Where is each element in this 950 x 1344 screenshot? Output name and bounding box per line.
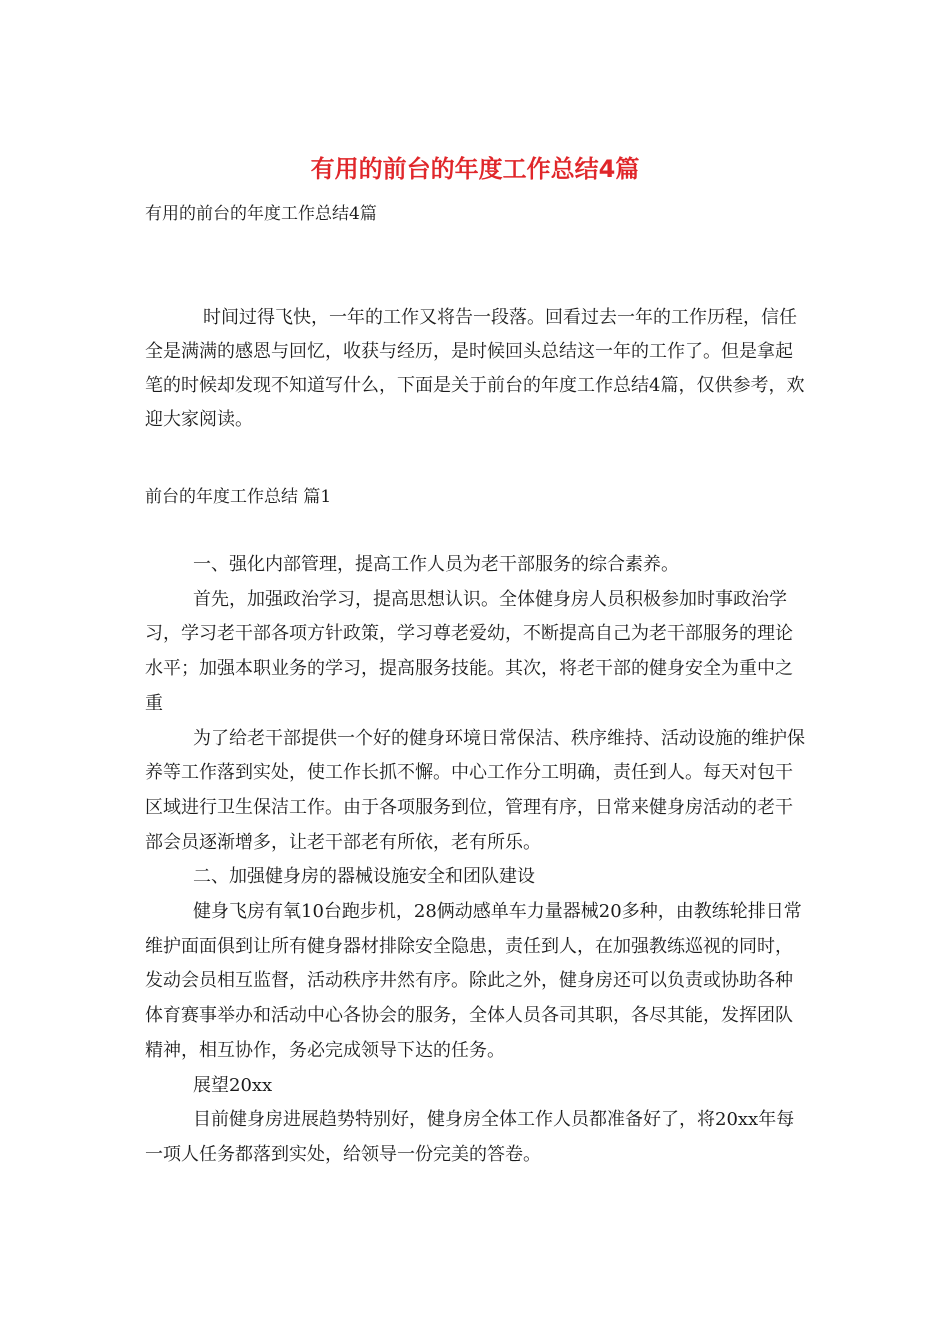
document-subtitle: 有用的前台的年度工作总结4篇 <box>145 204 377 224</box>
document-title: 有用的前台的年度工作总结4篇 <box>310 155 640 183</box>
paragraph: 首先，加强政治学习，提高思想认识。全体健身房人员积极参加时事政治学习，学习老干部各项方针政策，学习尊老爱幼，不断提高自己为老干部服务的理论水平；加强本职业务的学习，提高服务技能。其次，将老干部的健身安全为重中之重 <box>145 588 793 714</box>
paragraph: 目前健身房进展趋势特别好，健身房全体工作人员都准备好了，将20xx年每一项人任务都落到实处，给领导一份完美的答卷。 <box>145 1109 795 1165</box>
paragraph: 为了给老干部提供一个好的健身环境日常保洁、秩序维持、活动设施的维护保养等工作落到实处，使工作长抓不懈。中心工作分工明确，责任到人。每天对包干区域进行卫生保洁工作。由于各项服务到位，管理有序，日常来健身房活动的老干部会员逐渐增多，让老干部老有所依，老有所乐。 <box>145 727 805 853</box>
intro-paragraph: 时间过得飞快，一年的工作又将告一段落。回看过去一年的工作历程，信任全是满满的感恩与回忆，收获与经历，是时候回头总结这一年的工作了。但是拿起笔的时候却发现不知道写什么，下面是关于前台的年度工作总结4篇，仅供参考，欢迎大家阅读。 <box>145 307 805 430</box>
section-body <box>145 548 810 1173</box>
paragraph: 展望20xx <box>193 1074 273 1096</box>
paragraph: 健身飞房有氧10台跑步机，28俩动感单车力量器械20多种，由教练轮排日常维护面面俱到让所有健身器材排除安全隐患，责任到人，在加强教练巡视的同时，发动会员相互监督，活动秩序井然有序。除此之外，健身房还可以负责或协助各种体育赛事举办和活动中心各协会的服务，全体人员各司其职，各尽其能，发挥团队精神，相互协作，务必完成领导下达的任务。 <box>145 901 802 1061</box>
paragraph: 一、强化内部管理，提高工作人员为老干部服务的综合素养。 <box>193 554 679 575</box>
paragraph: 二、加强健身房的器械设施安全和团队建设 <box>193 866 535 888</box>
section-title: 前台的年度工作总结 篇1 <box>145 487 332 507</box>
